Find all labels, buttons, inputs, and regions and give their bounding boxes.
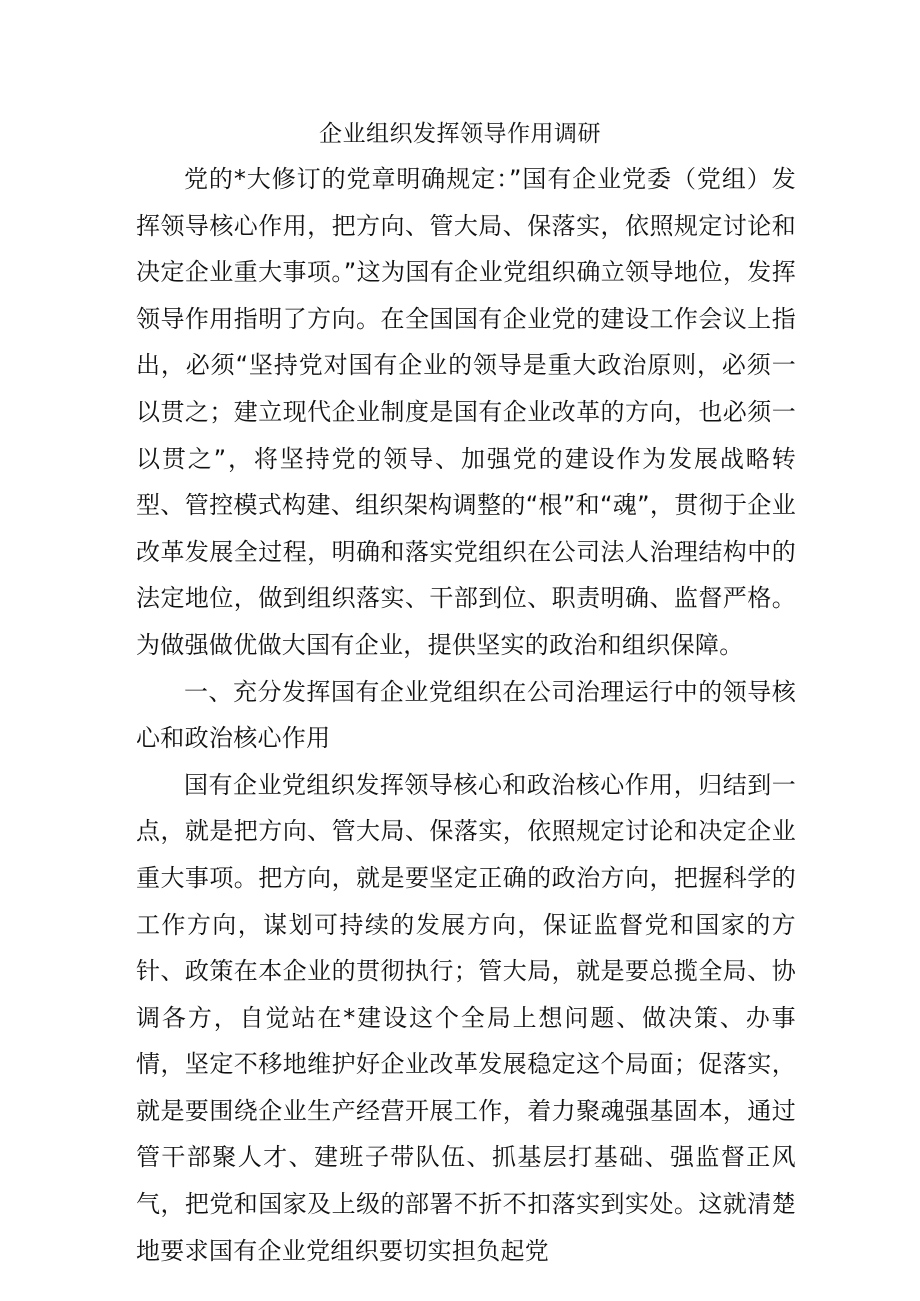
paragraph-section-1: 国有企业党组织发挥领导核心和政治核心作用，归结到一点，就是把方向、管大局、保落实，依照规定讨论和决定企业重大事项。把方向，就是要坚定正确的政治方向，把握科学的工作方向，谋划可持续的发展方向，保证监督党和国家的方针、政策在本企业的贯彻执行；管大局，就是要总揽全局、协调各方，自觉站在*建设这个全局上想问题、做决策、办事情，坚定不移地维护好企业改革发展稳定这个局面；促落实，就是要围绕企业生产经营开展工作，着力聚魂强基固本，通过管干部聚人才、建班子带队伍、抓基层打基础、强监督正风气，把党和国家及上级的部署不折不扣落实到实处。这就清楚地要求国有企业党组织要切实担负起党 <box>136 770 796 1265</box>
section-heading-1: 一、充分发挥国有企业党组织在公司治理运行中的领导核心和政治核心作用 <box>136 677 796 753</box>
paragraph-intro: 党的*大修订的党章明确规定：”国有企业党委（党组）发挥领导核心作用，把方向、管大局、保落实，依照规定讨论和决定企业重大事项。”这为国有企业党组织确立领导地位，发挥领导作用指明了方向。在全国国有企业党的建设工作会议上指出，必须“坚持党对国有企业的领导是重大政治原则，必须一以贯之；建立现代企业制度是国有企业改革的方向，也必须一以贯之”，将坚持党的领导、加强党的建设作为发展战略转型、管控模式构建、组织架构调整的“根”和“魂”，贯彻于企业改革发展全过程，明确和落实党组织在公司法人治理结构中的法定地位，做到组织落实、干部到位、职责明确、监督严格。为做强做优做大国有企业，提供坚实的政治和组织保障。 <box>136 165 796 659</box>
document-body <box>136 156 796 1274</box>
document-title: 企业组织发挥领导作用调研 <box>319 121 601 147</box>
